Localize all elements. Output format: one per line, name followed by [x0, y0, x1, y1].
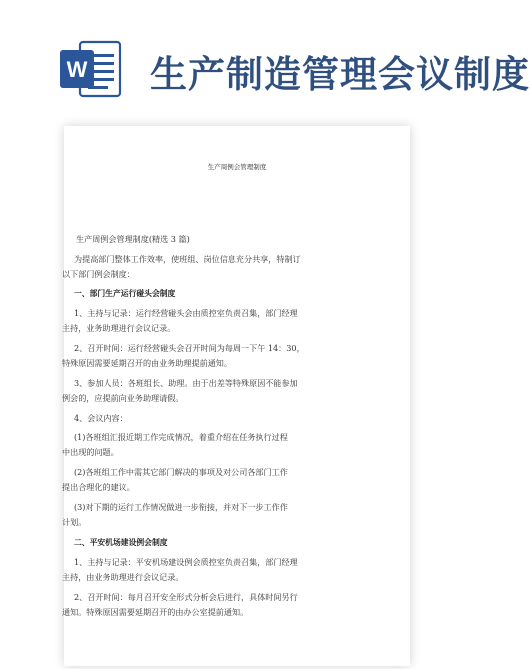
word-document-icon — [58, 40, 122, 98]
document-heading: 生产周例会管理制度 — [207, 163, 267, 171]
doc-line: 特殊原因需要延期召开的由业务助理提前通知。 — [62, 358, 232, 368]
doc-line: 2、召开时间：每月召开安全形式分析会后进行，具体时间另行 — [74, 592, 298, 602]
doc-line: (3)对下期的运行工作情况做进一步衔接，并对下一步工作作 — [74, 502, 288, 512]
doc-line: 中出现的问题。 — [62, 447, 119, 457]
doc-line: 主持，业务助理进行会议记录。 — [62, 323, 176, 333]
doc-line: 通知。特殊原因需要延期召开的由办公室提前通知。 — [62, 607, 249, 617]
doc-line: 生产周例会管理制度(精选 3 篇) — [76, 234, 190, 244]
doc-line: (1)各班组汇报近期工作完成情况，着重介绍在任务执行过程 — [74, 432, 288, 442]
doc-line: 1、主持与记录：运行经营碰头会由质控室负责召集，部门经理 — [74, 308, 298, 318]
doc-line: 以下部门例会制度： — [62, 269, 135, 279]
doc-line: 计划。 — [62, 517, 87, 527]
doc-line: 例会的，应提前向业务助理请假。 — [62, 393, 184, 403]
banner-title: 生产制造管理会议制度 — [150, 53, 530, 96]
doc-line: 2、召开时间：运行经营碰头会召开时间为每周一下午 14：30， — [74, 343, 305, 353]
doc-line: 4、会议内容： — [74, 413, 128, 423]
doc-line: 3、参加人员：各班组长、助理。由于出差等特殊原因不能参加 — [74, 378, 298, 388]
doc-line: 主持，由业务助理进行会议记录。 — [62, 572, 184, 582]
doc-line: (2)各班组工作中需其它部门解决的事项及对公司各部门工作 — [74, 467, 288, 477]
svg-text:W: W — [66, 57, 88, 82]
banner — [0, 0, 530, 112]
doc-line: 1、主持与记录：平安机场建设例会质控室负责召集，部门经理 — [74, 557, 298, 567]
section-heading: 二、平安机场建设例会制度 — [74, 538, 168, 547]
section-heading: 一、部门生产运行碰头会制度 — [74, 289, 176, 298]
doc-line: 提出合理化的建议。 — [62, 482, 135, 492]
doc-line: 为提高部门整体工作效率，使班组、岗位信息充分共享，特制订 — [74, 254, 301, 264]
